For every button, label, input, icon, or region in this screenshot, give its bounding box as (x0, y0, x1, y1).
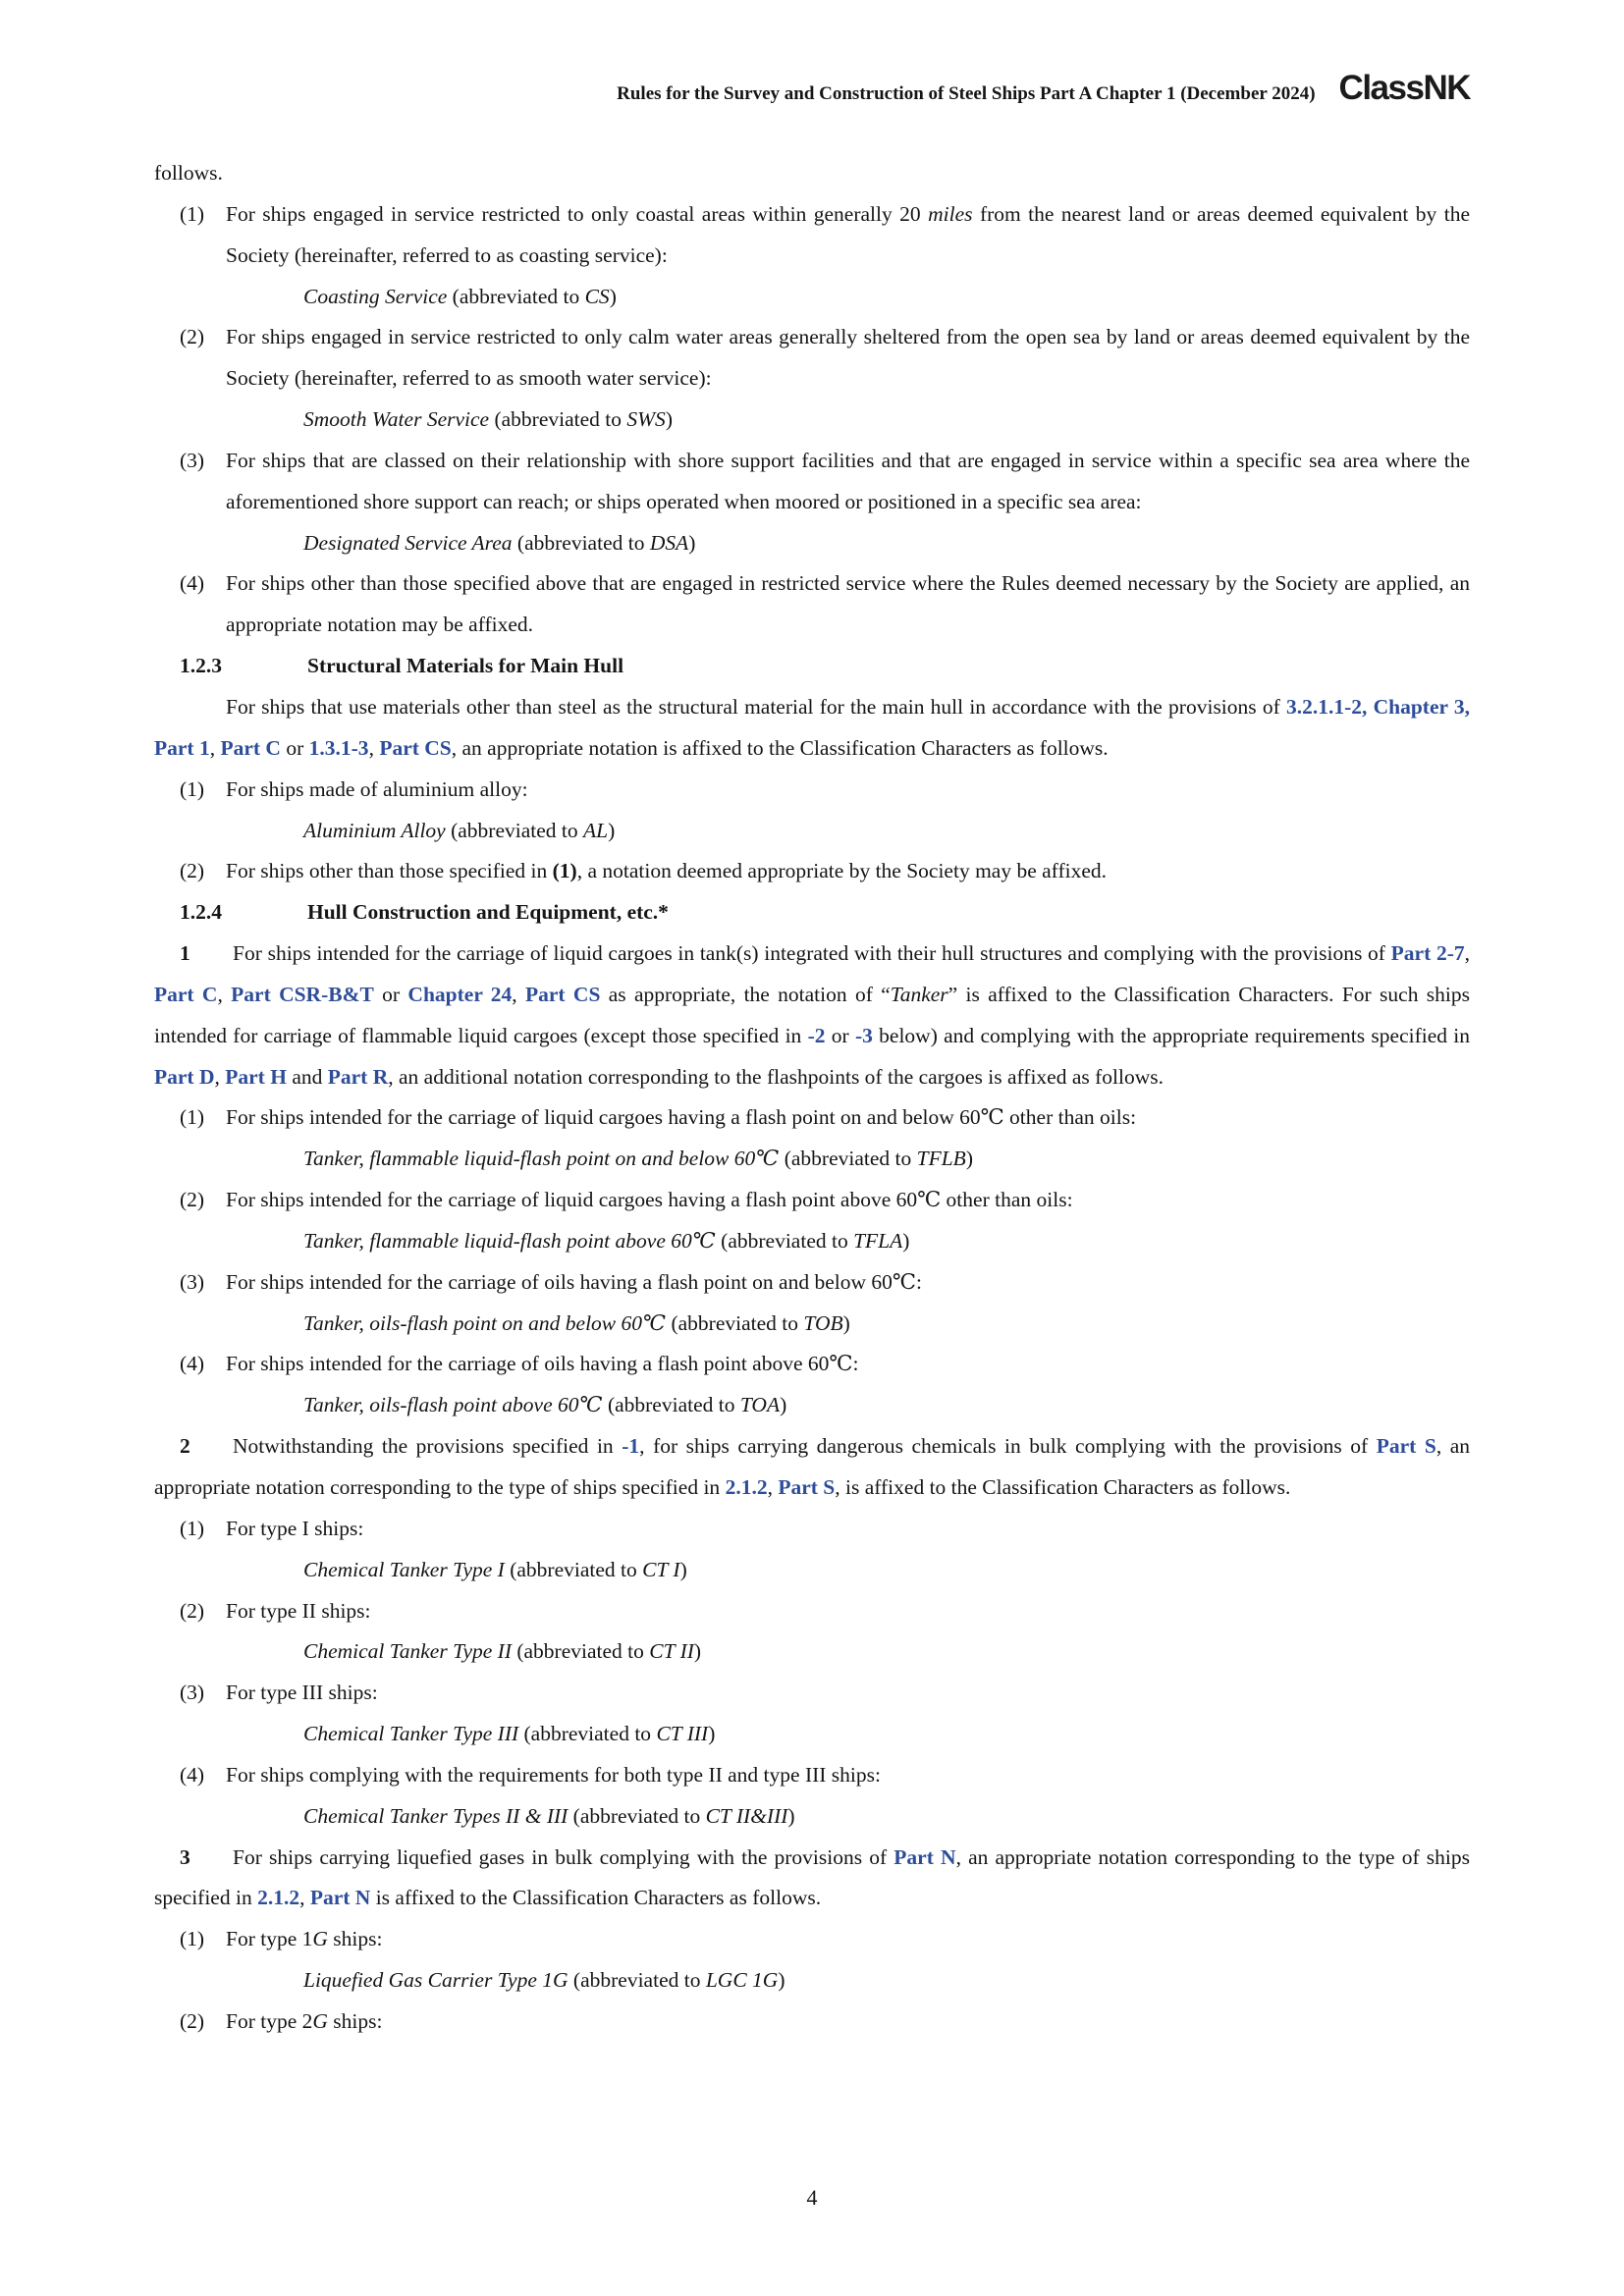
text-run: ) (902, 1228, 910, 1253)
text-run: For ships intended for the carriage of oils having a flash point above 60℃: (226, 1352, 859, 1376)
notation-definition (154, 1139, 1470, 1180)
text-run: (abbreviated to (512, 530, 650, 555)
text-run: Tanker (890, 982, 948, 1006)
text-run: ships: (327, 1927, 383, 1951)
notation-definition (154, 1385, 1470, 1426)
text-run: ships: (327, 2008, 383, 2033)
list-item (154, 1509, 1470, 1550)
text-run: ) (665, 407, 673, 432)
text-run: (abbreviated to (489, 407, 627, 432)
paragraph-number: 1 (180, 941, 190, 966)
cross-reference-link[interactable]: Part N (309, 1886, 371, 1910)
text-run: Chemical Tanker Type II (303, 1639, 512, 1664)
text-run: CS (584, 284, 610, 308)
text-run: (abbreviated to (445, 818, 584, 842)
paragraph (154, 153, 1470, 194)
cross-reference-link[interactable]: Part CSR-B&T (231, 982, 374, 1006)
document-body (154, 153, 1470, 2043)
notation-definition (154, 1221, 1470, 1262)
list-item (154, 770, 1470, 811)
text-run: For type II ships: (226, 1598, 371, 1623)
page-header (154, 71, 1470, 105)
list-marker: (3) (180, 1269, 205, 1294)
text-run: ) (965, 1147, 973, 1171)
text-run: For ships intended for the carriage of liquid cargoes in tank(s) integrated with their hull structures and complying with the provisions of (233, 941, 1391, 966)
text-run: or (825, 1023, 855, 1047)
text-run: and (286, 1064, 328, 1089)
list-marker: (2) (180, 2008, 205, 2033)
cross-reference-link[interactable]: Part CS (525, 982, 601, 1006)
text-run: , for ships carrying dangerous chemicals in bulk complying with the provisions of (639, 1434, 1377, 1459)
paragraph (154, 1426, 1470, 1509)
text-run: (1) (552, 859, 577, 883)
cross-reference-link[interactable]: Part CS (379, 735, 452, 760)
cross-reference-link[interactable]: 2.1.2 (257, 1886, 300, 1910)
list-marker: (4) (180, 1352, 205, 1376)
text-run: (abbreviated to (779, 1147, 917, 1171)
text-run: For ships engaged in service restricted to only calm water areas generally sheltered from the open sea by land or areas deemed equivalent by the Society (hereinafter, referred to as smooth water service): (226, 325, 1470, 391)
text-run: as appropriate, the notation of “ (600, 982, 891, 1006)
list-item (154, 1097, 1470, 1139)
list-marker: (1) (180, 776, 205, 801)
list-marker: (4) (180, 571, 205, 596)
cross-reference-link[interactable]: -1 (622, 1434, 640, 1459)
text-run: Aluminium Alloy (303, 818, 446, 842)
text-run: , (767, 1475, 779, 1499)
text-run: , an appropriate notation corresponding to the type of ships specified in (154, 1434, 1471, 1499)
text-run: , an appropriate notation corresponding to the type of ships specified in (154, 1844, 1470, 1910)
notation-definition (154, 811, 1470, 852)
text-run: ) (688, 530, 696, 555)
text-run: TFLB (916, 1147, 966, 1171)
text-run: ) (787, 1803, 795, 1828)
cross-reference-link[interactable]: Part H (225, 1064, 287, 1089)
text-run: TFLA (853, 1228, 903, 1253)
text-run: G (312, 2008, 328, 2033)
text-run: CT II (649, 1639, 694, 1664)
text-run: (abbreviated to (504, 1557, 643, 1581)
list-item (154, 1673, 1470, 1714)
section-heading (154, 892, 1470, 934)
text-run: CT III (656, 1722, 709, 1746)
text-run: , (299, 1886, 310, 1910)
notation-definition (154, 1304, 1470, 1345)
notation-definition (154, 277, 1470, 318)
cross-reference-link[interactable]: -2 (807, 1023, 826, 1047)
list-marker: (1) (180, 1516, 205, 1540)
text-run: Liquefied Gas Carrier Type 1G (303, 1968, 568, 1993)
paragraph-number: 2 (180, 1434, 190, 1459)
page-number: 4 (806, 2185, 818, 2210)
text-run: Notwithstanding the provisions specified in (233, 1434, 623, 1459)
text-run: For ships intended for the carriage of liquid cargoes having a flash point above 60℃ other than oils: (226, 1188, 1073, 1212)
text-run: LGC 1G (705, 1968, 779, 1993)
text-run: ) (693, 1639, 702, 1664)
text-run: TOB (803, 1310, 843, 1335)
section-number: 1.2.4 (180, 900, 222, 925)
text-run: Tanker, flammable liquid-flash point on and below 60℃ (303, 1147, 780, 1171)
text-run: SWS (626, 407, 666, 432)
cross-reference-link[interactable]: Part S (1376, 1434, 1436, 1459)
text-run: (abbreviated to (715, 1228, 854, 1253)
section-heading (154, 646, 1470, 687)
text-run: For ships carrying liquefied gases in bulk complying with the provisions of (233, 1844, 894, 1869)
text-run: (abbreviated to (666, 1310, 804, 1335)
cross-reference-link[interactable]: 3.2.1.1-2, Chapter 3, Part 1 (154, 694, 1470, 760)
list-item (154, 851, 1470, 892)
list-marker: (3) (180, 448, 205, 472)
text-run: below) and complying with the appropriate requirements specified in (872, 1023, 1471, 1047)
text-run: ) (842, 1310, 850, 1335)
section-number: 1.2.3 (180, 654, 222, 678)
text-run: ” is affixed to the Classification Characters. For such ships intended for carriage of flammable liquid cargoes (except those specified in (154, 982, 1470, 1047)
list-item (154, 2002, 1470, 2043)
text-run: ) (778, 1968, 785, 1993)
list-marker: (2) (180, 1188, 205, 1212)
list-marker: (3) (180, 1681, 205, 1705)
cross-reference-link[interactable]: Part R (327, 1064, 389, 1089)
text-run: Tanker, oils-flash point on and below 60℃ (303, 1310, 667, 1335)
text-run: Smooth Water Service (303, 407, 490, 432)
list-marker: (2) (180, 325, 205, 349)
list-marker: (2) (180, 859, 205, 883)
text-run: (abbreviated to (568, 1803, 706, 1828)
text-run: Structural Materials for Main Hull (307, 654, 624, 678)
cross-reference-link[interactable]: Part C (220, 735, 281, 760)
text-run: G (312, 1927, 328, 1951)
list-marker: (4) (180, 1762, 205, 1787)
cross-reference-link[interactable]: Part D (154, 1064, 215, 1089)
text-run: CT II&III (705, 1803, 788, 1828)
paragraph (154, 687, 1470, 770)
list-marker: (1) (180, 1927, 205, 1951)
paragraph-number: 3 (180, 1844, 190, 1869)
list-item (154, 1591, 1470, 1632)
list-item (154, 194, 1470, 277)
text-run: , (1464, 941, 1470, 966)
text-run: ) (679, 1557, 687, 1581)
cross-reference-link[interactable]: Part 2-7 (1390, 941, 1465, 966)
text-run: For ships that use materials other than steel as the structural material for the main hull in accordance with the provisions of (226, 694, 1286, 719)
list-item (154, 317, 1470, 400)
text-run: For ships made of aluminium alloy: (226, 776, 528, 801)
list-item (154, 1755, 1470, 1796)
list-item (154, 1344, 1470, 1385)
text-run: For ships engaged in service restricted to only coastal areas within generally 20 (226, 201, 929, 226)
text-run: , an appropriate notation is affixed to the Classification Characters as follows. (451, 735, 1109, 760)
text-run: For ships that are classed on their relationship with shore support facilities and that are engaged in service within a specific sea area where the aforementioned shore support can reach; or ships operated when moored or positioned in a specific sea area: (226, 448, 1470, 513)
text-run: , a notation deemed appropriate by the Society may be affixed. (576, 859, 1107, 883)
text-run: , (217, 982, 232, 1006)
cross-reference-link[interactable]: 2.1.2 (725, 1475, 768, 1499)
text-run: Chemical Tanker Types II & III (303, 1803, 568, 1828)
notation-definition (154, 1550, 1470, 1591)
text-run: , (214, 1064, 226, 1089)
list-marker: (1) (180, 1105, 205, 1130)
notation-definition (154, 1960, 1470, 2002)
cross-reference-link[interactable]: Part N (893, 1844, 956, 1869)
text-run: Chemical Tanker Type I (303, 1557, 505, 1581)
text-run: DSA (649, 530, 689, 555)
cross-reference-link[interactable]: -3 (854, 1023, 873, 1047)
notation-definition (154, 523, 1470, 564)
text-run: (abbreviated to (568, 1968, 706, 1993)
cross-reference-link[interactable]: 1.3.1-3 (308, 735, 369, 760)
list-marker: (1) (180, 201, 205, 226)
list-item (154, 1262, 1470, 1304)
text-run: (abbreviated to (447, 284, 585, 308)
text-run: is affixed to the Classification Characters as follows. (370, 1886, 822, 1910)
text-run: For type III ships: (226, 1681, 378, 1705)
text-run: (abbreviated to (518, 1722, 657, 1746)
text-run: For type I ships: (226, 1516, 364, 1540)
text-run: Designated Service Area (303, 530, 513, 555)
text-run: TOA (739, 1393, 781, 1417)
header-title: Rules for the Survey and Construction of Steel Ships Part A Chapter 1 (December 2024) (617, 83, 1316, 104)
text-run: Chemical Tanker Type III (303, 1722, 519, 1746)
notation-definition (154, 400, 1470, 441)
list-item (154, 563, 1470, 646)
text-run: AL (583, 818, 609, 842)
list-item (154, 1919, 1470, 1960)
text-run: For ships intended for the carriage of oils having a flash point on and below 60℃: (226, 1269, 922, 1294)
text-run: CT I (642, 1557, 680, 1581)
notation-definition (154, 1714, 1470, 1755)
text-run: For ships complying with the requirements for both type II and type III ships: (226, 1762, 881, 1787)
cross-reference-link[interactable]: Chapter 24 (407, 982, 513, 1006)
text-run: ) (608, 818, 616, 842)
text-run: , (368, 735, 380, 760)
text-run: Tanker, oils-flash point above 60℃ (303, 1393, 603, 1417)
text-run: (abbreviated to (511, 1639, 650, 1664)
paragraph (154, 1838, 1470, 1920)
text-run: For type 1 (226, 1927, 313, 1951)
cross-reference-link[interactable]: Part S (778, 1475, 836, 1499)
notation-definition (154, 1796, 1470, 1838)
text-run: , is affixed to the Classification Characters as follows. (835, 1475, 1291, 1499)
list-item (154, 1180, 1470, 1221)
paragraph (154, 934, 1470, 1097)
classnk-logo: ClassNK (1338, 69, 1470, 107)
text-run: For type 2 (226, 2008, 313, 2033)
text-run: ) (708, 1722, 716, 1746)
text-run: or (280, 735, 309, 760)
text-run: from the nearest land or areas deemed equivalent by the Society (hereinafter, referred to as coasting service): (226, 201, 1471, 267)
notation-definition (154, 1631, 1470, 1673)
text-run: For ships other than those specified above that are engaged in restricted service where the Rules deemed necessary by the Society are applied, an appropriate notation may be affixed. (226, 571, 1470, 637)
text-run: Tanker, flammable liquid-flash point above 60℃ (303, 1228, 716, 1253)
text-run: , (209, 735, 221, 760)
text-run: Hull Construction and Equipment, etc.* (307, 900, 669, 925)
text-run: For ships other than those specified in (226, 859, 553, 883)
text-run: or (373, 982, 408, 1006)
text-run: (abbreviated to (602, 1393, 740, 1417)
text-run: For ships intended for the carriage of liquid cargoes having a flash point on and below 60℃ other than oils: (226, 1105, 1137, 1130)
list-marker: (2) (180, 1598, 205, 1623)
text-run: , (512, 982, 525, 1006)
text-run: follows. (154, 161, 223, 185)
text-run: miles (928, 201, 973, 226)
list-item (154, 441, 1470, 523)
text-run: Coasting Service (303, 284, 448, 308)
text-run: , an additional notation corresponding to the flashpoints of the cargoes is affixed as follows. (388, 1064, 1164, 1089)
text-run: ) (609, 284, 617, 308)
text-run: ) (780, 1393, 787, 1417)
cross-reference-link[interactable]: Part C (154, 982, 218, 1006)
